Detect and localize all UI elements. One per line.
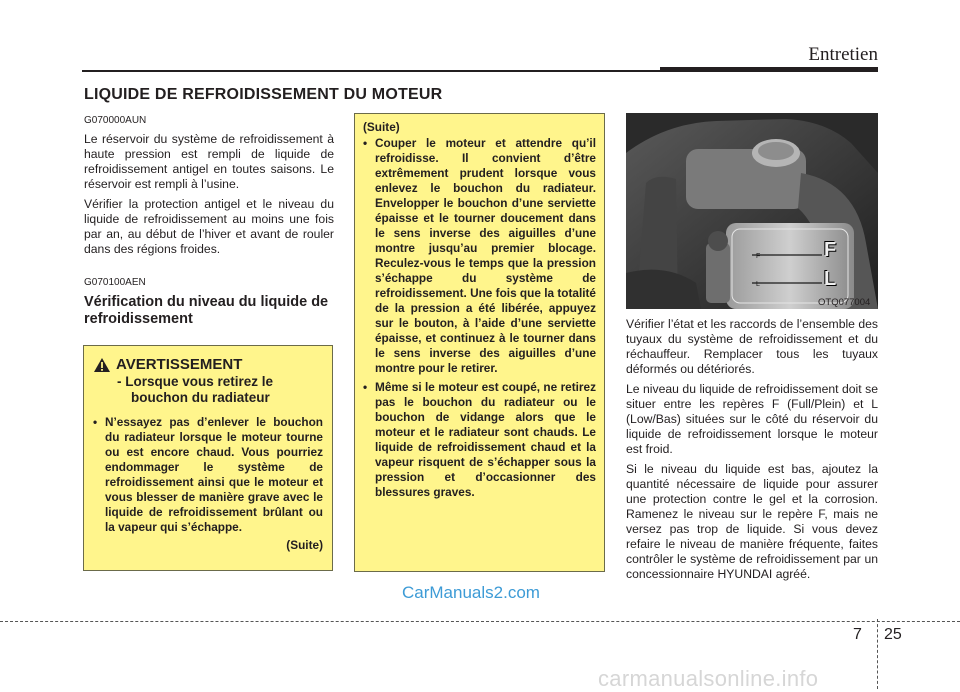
warning-header xyxy=(93,356,323,373)
footer-site-watermark: carmanualsonline.info xyxy=(598,666,819,691)
header-rule-thick xyxy=(660,67,878,72)
bullet-text: N’essayez pas d’enlever le bouchon du radiateur lorsque le moteur tourne ou est encore chaud. Vous pourriez endommager le système de refroidissement ainsi que le moteur et vous blesser de manière grave avec le liquide de refroidissement brûlant ou la vapeur qui s’échappe. xyxy=(105,415,323,534)
bullet-dot: • xyxy=(363,136,368,150)
page-number: 25 xyxy=(884,626,902,643)
warning-box xyxy=(83,345,333,571)
paragraph: Vérifier l’état et les raccords de l’ensemble des tuyaux du système de refroidissement et du réchauffeur. Remplacer tous les tuyaux déformés ou détériorés. xyxy=(626,317,878,376)
warning-subtitle xyxy=(93,374,323,406)
bullet-text: Couper le moteur et attendre qu’il refroidisse. Il convient d’être extrêmement prudent lorsque vous enlevez le bouchon du radiateur. Envelopper le bouchon d’une serviette épaisse et le tourner doucement dans le sens inverse des aiguilles d’une montre jusqu’au premier blocage. Reculez-vous le temps que la pression s’échappe du système de refroidissement. Une fois que la totalité de la pression a été libérée, appuyez sur le bouton, à l’aide d’une serviette épaisse, et continuez à le tourner dans le sens inverse des aiguilles d’une montre pour le retirer. xyxy=(375,136,596,375)
warning-subtitle-line: - Lorsque vous retirez le xyxy=(117,374,274,389)
left-column xyxy=(84,113,334,333)
subheading: Vérification du niveau du liquide de refroidissement xyxy=(84,294,329,327)
svg-text:L: L xyxy=(756,281,760,288)
paragraph: Le réservoir du système de refroidissement à haute pression est rempli de liquide de refroidissement antigel en toutes saisons. Le réservoir est rempli à l’usine. xyxy=(84,132,334,191)
paragraph: Le niveau du liquide de refroidissement doit se situer entre les repères F (Full/Plein) et L (Low/Bas) situées sur le côté du réservoir du liquide de refroidissement lorsque le moteur est froid. xyxy=(626,382,878,456)
reference-code: G070100AEN xyxy=(84,277,146,288)
footer-divider xyxy=(0,621,960,622)
bullet-dot: • xyxy=(93,415,98,429)
continued-label: (Suite) xyxy=(286,538,323,552)
warning-bullet xyxy=(93,415,323,535)
watermark-link[interactable]: CarManuals2.com xyxy=(402,583,540,602)
bullet-text: Même si le moteur est coupé, ne retirez pas le bouchon du radiateur ou le bouchon de vidange alors que le moteur et le radiateur sont chauds. Le liquide de refroidissement chaud et la vapeur risquent de s’échapper sous la pression et d’occasionner des blessures graves. xyxy=(375,380,596,499)
header-title: Entretien xyxy=(808,44,878,65)
warning-triangle-icon xyxy=(93,357,111,373)
warning-bullet xyxy=(363,136,596,376)
header-rule xyxy=(82,70,662,72)
full-mark-label: F xyxy=(824,239,837,261)
bullet-dot: • xyxy=(363,380,368,394)
photo-caption: OTQ077004 xyxy=(818,297,871,308)
warning-subtitle-line: bouchon du radiateur xyxy=(131,390,270,405)
warning-title: AVERTISSEMENT xyxy=(116,356,243,373)
warning-bullet xyxy=(363,380,596,500)
footer-vertical-divider xyxy=(877,619,878,689)
paragraph: Vérifier la protection antigel et le niveau du liquide de refroidissement au moins une fois par an, au début de l’hiver et avant de rouler dans des régions froides. xyxy=(84,197,334,256)
continued-label: (Suite) xyxy=(363,120,400,134)
paragraph: Si le niveau du liquide est bas, ajoutez la quantité nécessaire de liquide pour assurer une protection contre le gel et la corrosion. Ramenez le niveau sur le repère F, mais ne versez pas trop de liquide. Si vous devez refaire le niveau de manière fréquente, faites contrôler le système de refroidissement par un concessionnaire HYUNDAI agréé. xyxy=(626,462,878,581)
section-title: LIQUIDE DE REFROIDISSEMENT DU MOTEUR xyxy=(84,86,443,103)
chapter-number: 7 xyxy=(853,626,862,643)
svg-text:F: F xyxy=(756,253,761,260)
reference-code: G070000AUN xyxy=(84,115,147,126)
low-mark-label: L xyxy=(824,268,837,290)
warning-continued-box xyxy=(354,113,605,572)
warning-bullets xyxy=(93,415,323,535)
right-column xyxy=(626,317,878,587)
engine-coolant-reservoir-photo xyxy=(626,113,878,309)
photo-illustration xyxy=(626,113,878,309)
